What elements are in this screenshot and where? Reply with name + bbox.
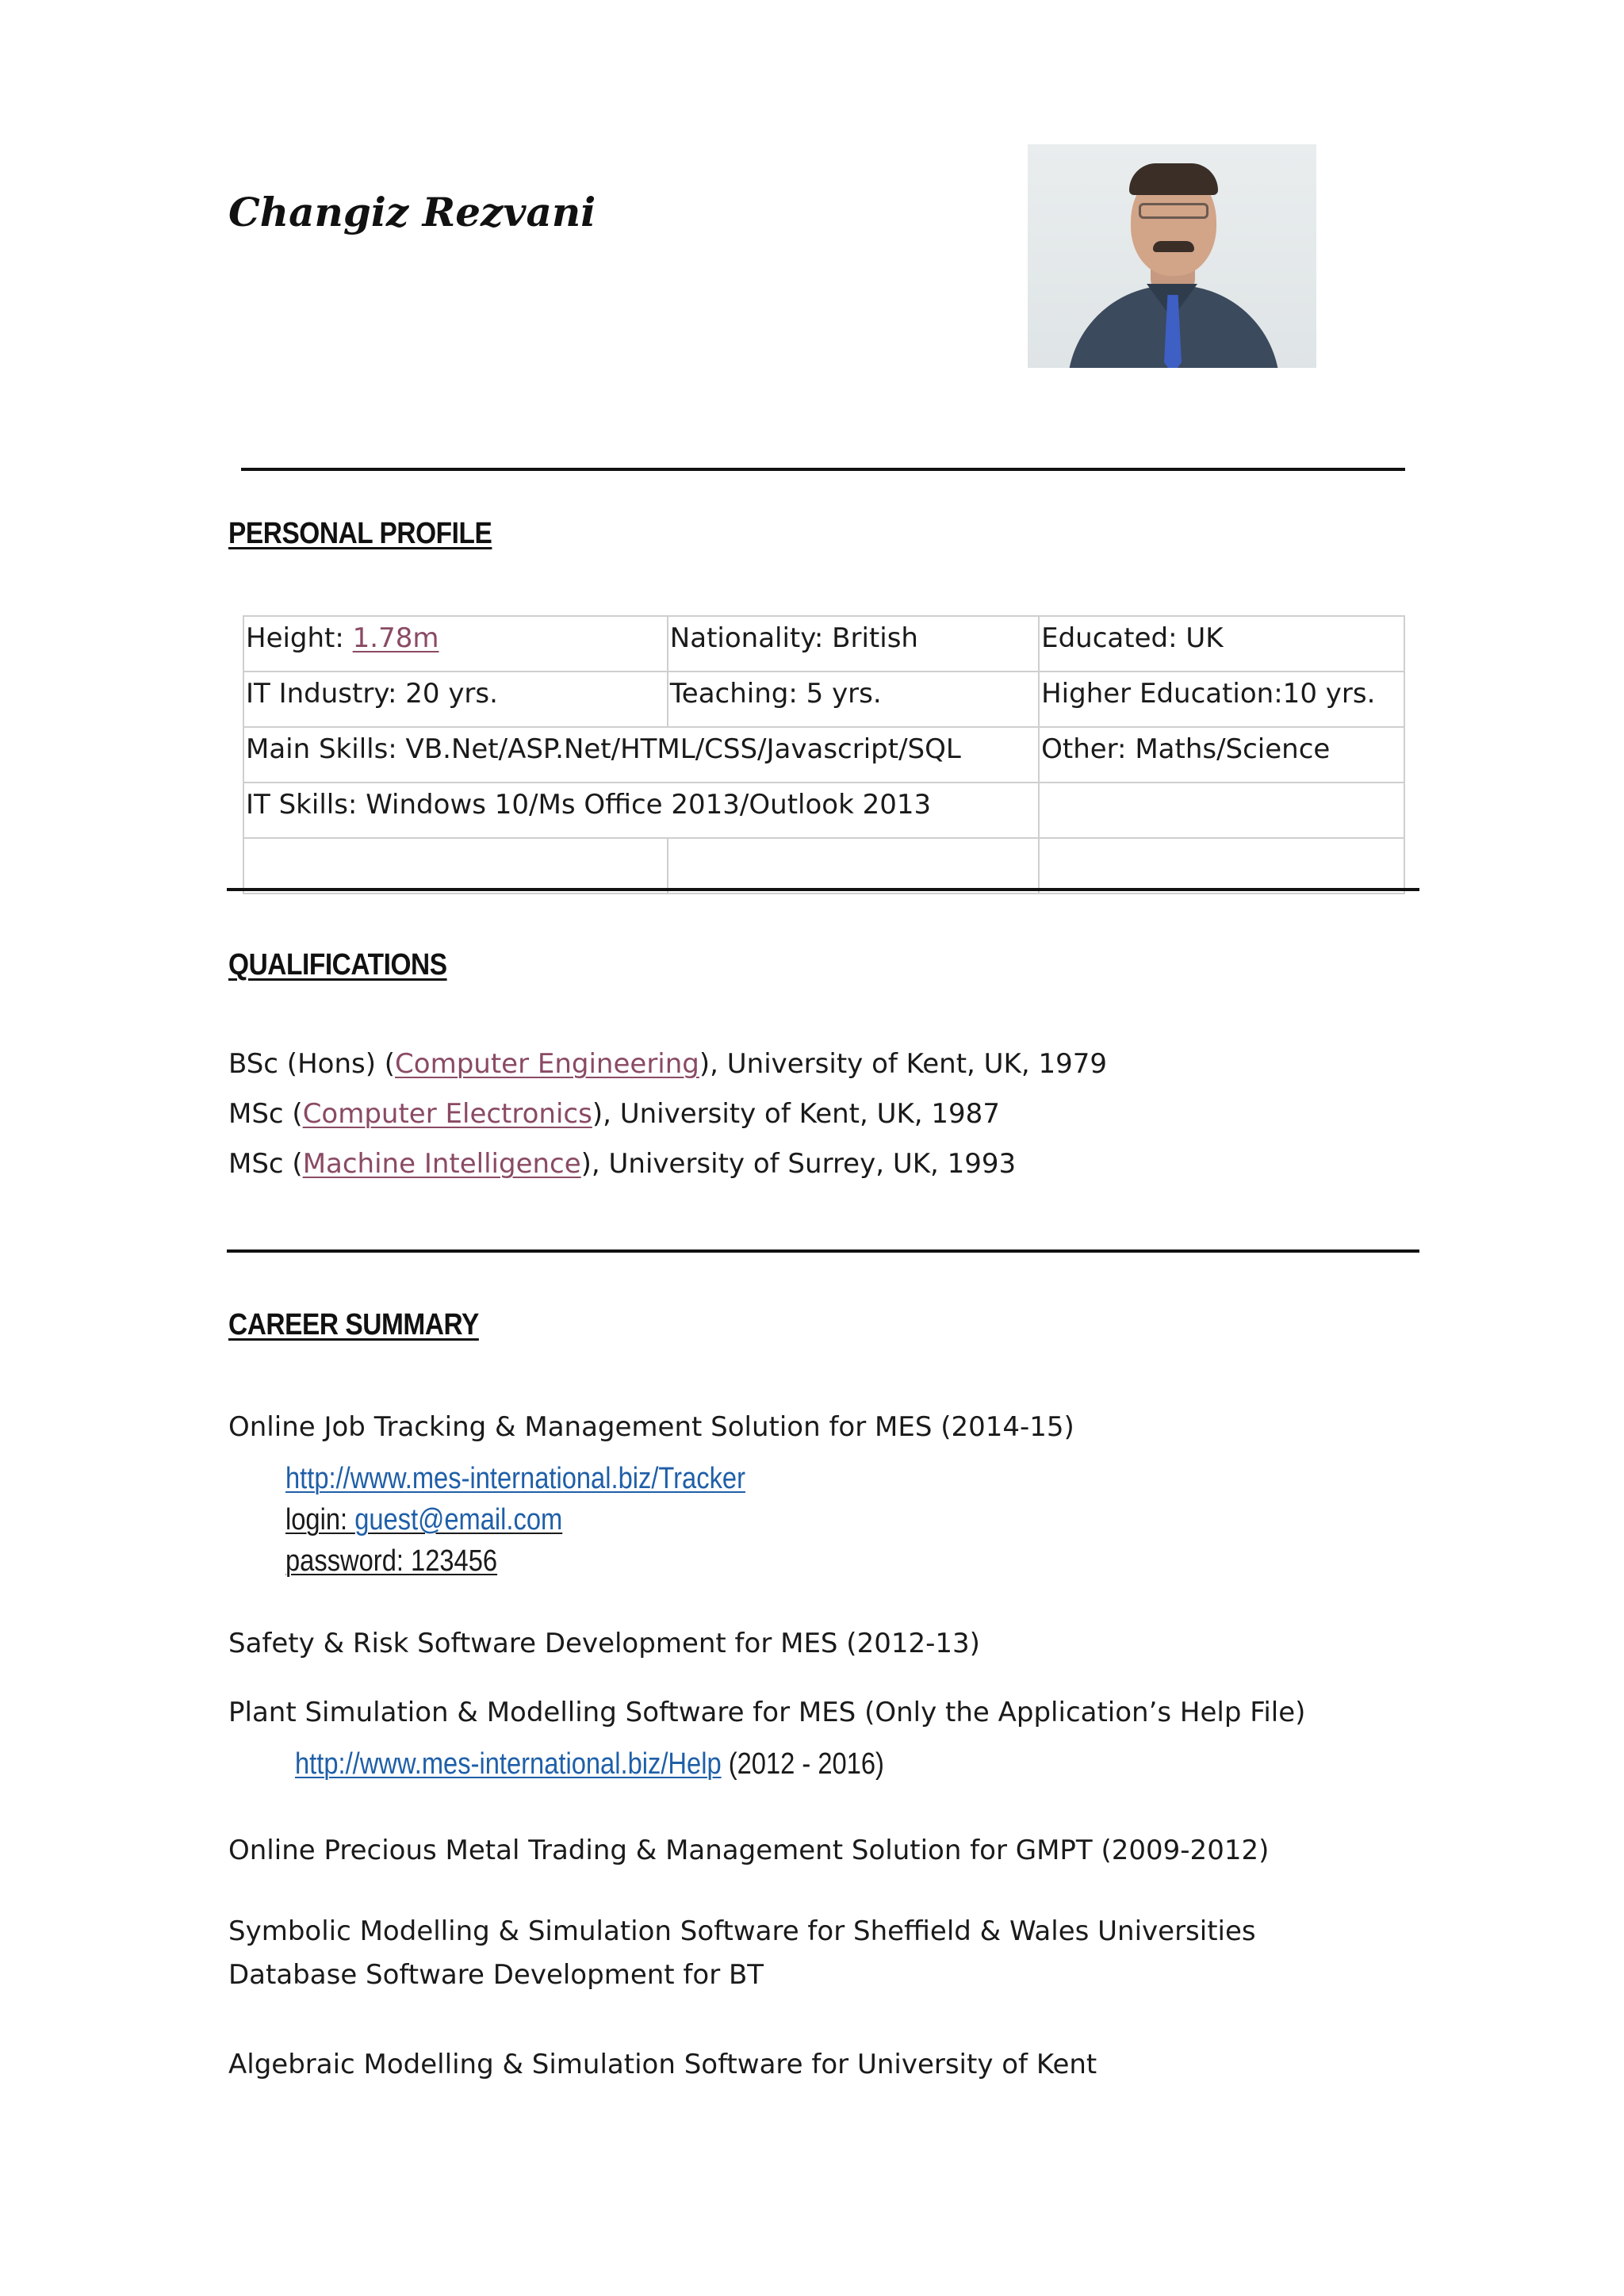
- photo-moustache: [1153, 241, 1194, 252]
- it-skills-cell: IT Skills: Windows 10/Ms Office 2013/Outlook 2013: [243, 783, 1039, 838]
- it-industry-cell: IT Industry: 20 yrs.: [243, 672, 668, 727]
- help-url-link[interactable]: http://www.mes-international.biz/Help: [295, 1747, 722, 1781]
- qualification-prefix: BSc (Hons) (: [228, 1048, 396, 1080]
- qualification-prefix: MSc (: [228, 1098, 303, 1130]
- career-item: Safety & Risk Software Development for MES (2012-13): [228, 1628, 980, 1659]
- career-item: Database Software Development for BT: [228, 1959, 764, 1991]
- teaching-cell: Teaching: 5 yrs.: [668, 672, 1039, 727]
- qualifications-title: QUALIFICATIONS: [228, 948, 447, 982]
- table-row: [243, 783, 1404, 838]
- login-label: login:: [285, 1503, 355, 1536]
- qualification-subject-link[interactable]: Machine Intelligence: [302, 1148, 581, 1180]
- login-email-link[interactable]: guest@email.com: [354, 1503, 563, 1536]
- nationality-cell: Nationality: British: [668, 616, 1039, 672]
- qualification-institution: ), University of Surrey, UK, 1993: [580, 1148, 1017, 1180]
- qualification-subject-link[interactable]: Computer Engineering: [395, 1048, 699, 1080]
- qualification-item: [228, 1148, 1016, 1180]
- personal-profile-table: [243, 615, 1405, 894]
- empty-cell: [1039, 783, 1404, 838]
- table-row: [243, 727, 1404, 783]
- login-line: [285, 1503, 562, 1537]
- career-item: Plant Simulation & Modelling Software for MES (Only the Application’s Help File): [228, 1697, 1306, 1728]
- height-cell: [243, 616, 668, 672]
- table-row: [243, 672, 1404, 727]
- table-row: [243, 616, 1404, 672]
- qualification-institution: ), University of Kent, UK, 1987: [592, 1098, 1000, 1130]
- candidate-name: Changiz Rezvani: [228, 189, 596, 235]
- portrait-photo: [1028, 144, 1316, 368]
- career-summary-title: CAREER SUMMARY: [228, 1308, 479, 1341]
- qualifications-divider: [227, 1249, 1419, 1253]
- empty-cell: [243, 838, 668, 894]
- profile-divider: [227, 888, 1419, 891]
- photo-glasses: [1139, 203, 1208, 219]
- tracker-url-link[interactable]: http://www.mes-international.biz/Tracker: [285, 1462, 745, 1495]
- career-item: Symbolic Modelling & Simulation Software for Sheffield & Wales Universities: [228, 1915, 1256, 1947]
- qualification-institution: ), University of Kent, UK, 1979: [699, 1048, 1107, 1080]
- qualification-prefix: MSc (: [228, 1148, 303, 1180]
- qualification-item: [228, 1098, 1000, 1130]
- empty-cell: [668, 838, 1039, 894]
- height-value-link[interactable]: 1.78m: [352, 622, 439, 654]
- table-row: [243, 838, 1404, 894]
- photo-hair: [1129, 163, 1218, 195]
- personal-profile-title: PERSONAL PROFILE: [228, 517, 492, 550]
- other-skills-cell: Other: Maths/Science: [1039, 727, 1404, 783]
- header-divider: [241, 468, 1405, 471]
- career-item: Online Job Tracking & Management Solution for MES (2014-15): [228, 1411, 1074, 1443]
- main-skills-cell: Main Skills: VB.Net/ASP.Net/HTML/CSS/Javascript/SQL: [243, 727, 1039, 783]
- qualification-item: [228, 1048, 1107, 1080]
- higher-education-cell: Higher Education:10 yrs.: [1039, 672, 1404, 727]
- help-line: [295, 1747, 884, 1781]
- qualification-subject-link[interactable]: Computer Electronics: [302, 1098, 592, 1130]
- career-item: Online Precious Metal Trading & Management Solution for GMPT (2009-2012): [228, 1835, 1270, 1866]
- height-label: Height:: [246, 622, 353, 654]
- career-item: Algebraic Modelling & Simulation Software for University of Kent: [228, 2049, 1097, 2080]
- help-years: (2012 - 2016): [721, 1747, 884, 1781]
- educated-cell: Educated: UK: [1039, 616, 1404, 672]
- empty-cell: [1039, 838, 1404, 894]
- password-line: password: 123456: [285, 1544, 498, 1578]
